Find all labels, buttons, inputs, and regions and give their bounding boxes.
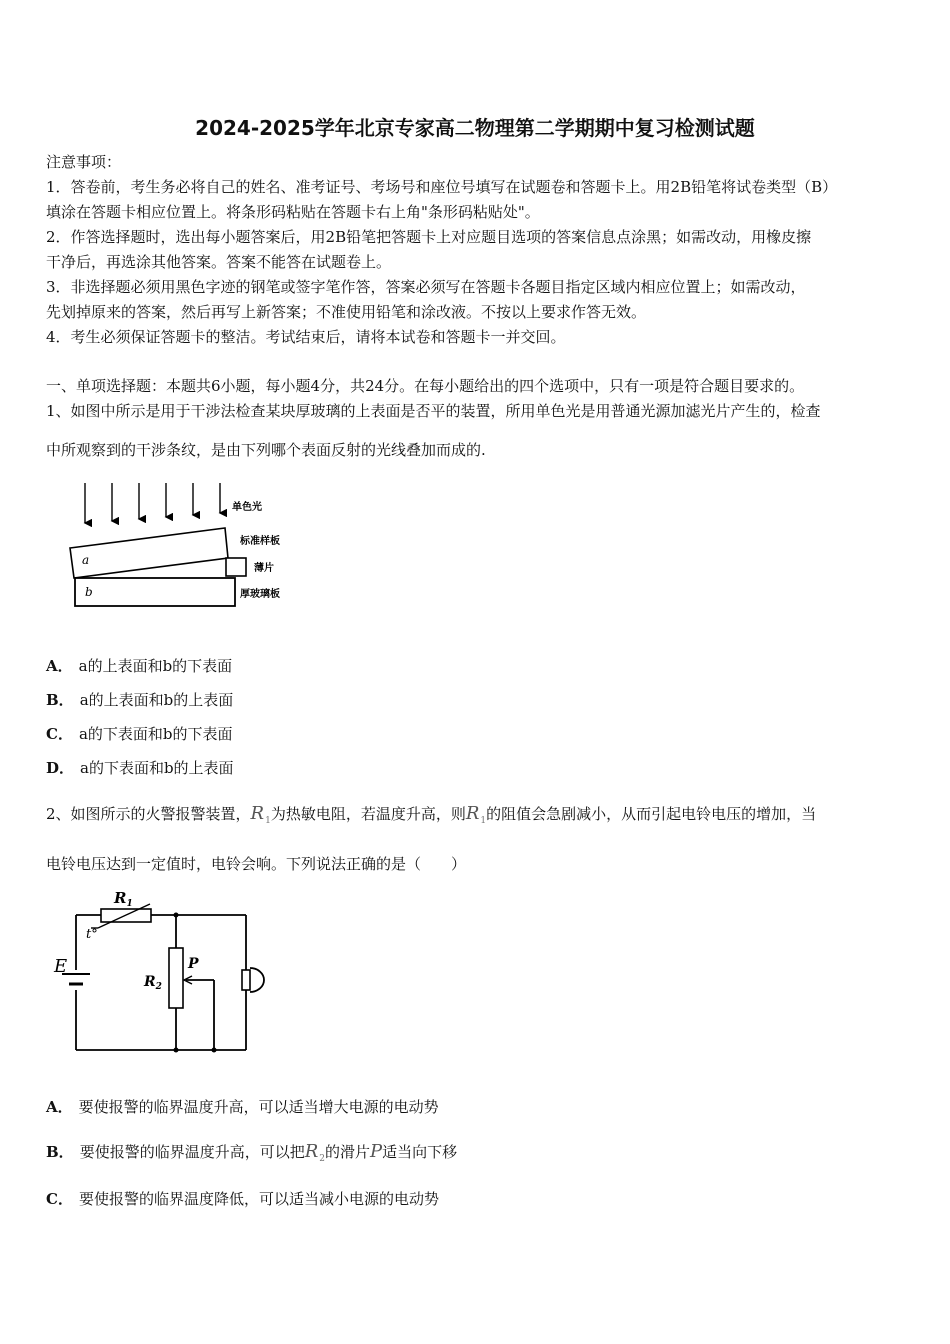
bell — [242, 968, 264, 992]
label-sample: 标准样板 — [240, 536, 280, 547]
label-light: 单色光 — [232, 502, 262, 513]
question-1-text: 1、如图中所示是用于干涉法检查某块厚玻璃的上表面是否平的装置，所用单色光是用普通光源加滤光片产生的，检查 — [46, 402, 821, 420]
label-b: b — [85, 585, 93, 599]
notice-heading: 注意事项： — [46, 153, 122, 171]
option-b: B． 要使报警的临界温度升高，可以把$R_2$的滑片P适当向下移 — [46, 1141, 458, 1164]
label-p: P — [188, 956, 199, 972]
option-a: A． 要使报警的临界温度升高，可以适当增大电源的电动势 — [46, 1098, 439, 1116]
label-glass: 厚玻璃板 — [240, 589, 280, 600]
label-r1: $R_1$ — [114, 889, 133, 909]
option-c: C． a的下表面和b的下表面 — [46, 725, 233, 743]
notice-line: 1．答卷前，考生务必将自己的姓名、准考证号、考场号和座位号填写在试题卷和答题卡上。用2B铅笔将试卷类型（B） — [46, 178, 838, 196]
option-d: D． a的下表面和b的上表面 — [46, 759, 234, 777]
notice-line: 填涂在答题卡相应位置上。将条形码粘贴在答题卡右上角"条形码粘贴处"。 — [46, 203, 540, 221]
notice-line: 3．非选择题必须用黑色字迹的钢笔或签字笔作答，答案必须写在答题卡各题目指定区域内相应位置上；如需改动， — [46, 278, 806, 296]
light-arrows — [85, 483, 220, 523]
option-a: A． a的上表面和b的下表面 — [46, 657, 233, 675]
notice-line: 2．作答选择题时，选出每小题答案后，用2B铅笔把答题卡上对应题目选项的答案信息点涂黑；如需改动，用橡皮擦 — [46, 228, 812, 246]
question-1-text: 中所观察到的干涉条纹，是由下列哪个表面反射的光线叠加而成的. — [46, 441, 486, 459]
notice-line: 4．考生必须保证答题卡的整洁。考试结束后，请将本试卷和答题卡一并交回。 — [46, 328, 566, 346]
r2-rheostat — [169, 948, 183, 1008]
option-c: C． 要使报警的临界温度降低，可以适当减小电源的电动势 — [46, 1190, 439, 1208]
label-t: t° — [86, 927, 98, 942]
label-e: E — [54, 956, 68, 977]
alarm-circuit — [46, 880, 286, 1060]
interference-diagram — [60, 478, 310, 618]
notice-line: 干净后，再选涂其他答案。答案不能答在试题卷上。 — [46, 253, 392, 271]
sample-plate — [70, 528, 228, 578]
section-heading: 一、单项选择题：本题共6小题，每小题4分，共24分。在每小题给出的四个选项中，只有一项是符合题目要求的。 — [46, 377, 805, 395]
notice-line: 先划掉原来的答案，然后再写上新答案；不准使用铅笔和涂改液。不按以上要求作答无效。 — [46, 303, 647, 321]
question-2-text: 电铃电压达到一定值时，电铃会响。下列说法正确的是（ ） — [46, 855, 467, 873]
label-r2: $R_2$ — [144, 974, 162, 992]
shim — [226, 558, 246, 576]
thick-glass — [75, 578, 235, 606]
question-2-text: 2、如图所示的火警报警装置，$R_1$为热敏电阻，若温度升高，则$R_1$的阻值会急剧减小，从而引起电铃电压的增加，当 — [46, 803, 817, 826]
page-title: 2024-2025学年北京专家高二物理第二学期期中复习检测试题 — [195, 116, 755, 140]
label-shim: 薄片 — [254, 563, 274, 574]
label-a: a — [82, 553, 90, 567]
option-b: B． a的上表面和b的上表面 — [46, 691, 234, 709]
